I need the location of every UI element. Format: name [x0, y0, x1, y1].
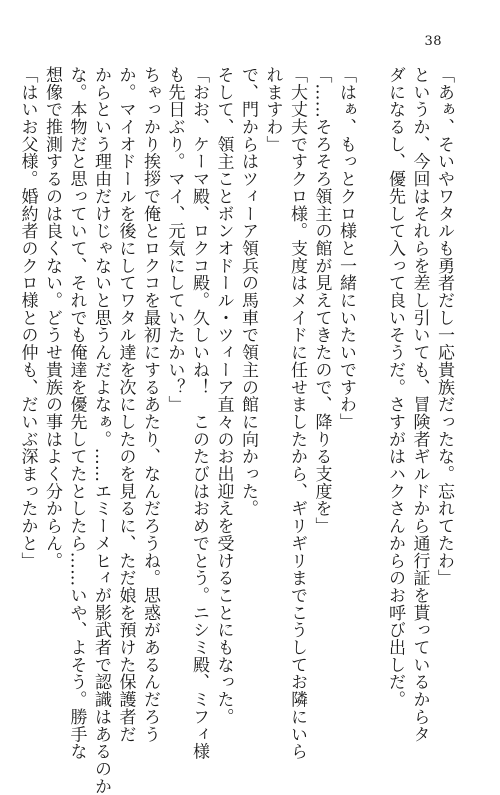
text-line: れますわ」: [262, 66, 283, 153]
text-line: そして、領主ことボンオドール・ツィーア直々のお出迎えを受けることにもなった。: [213, 66, 234, 726]
text-line: 「はいお父様。婚約者のクロ様との仲も、だいぶ深まったかと」: [17, 66, 38, 570]
text-line: 「おお、ケーマ殿、ロクコ殿。久しいね！ このたびはおめでとう。ニシミ殿、ミフィ様: [189, 66, 209, 760]
text-line: 「……そろそろ領主の館が見えてきたので、降りる支度を」: [311, 66, 332, 535]
text-line: というか、今回はそれらを差し引いても、冒険者ギルドから通行証を貰っているからタ: [409, 66, 430, 743]
text-line: ダになるし、優先して入って良いそうだ。さすがはハクさんからのお呼び出しだ。: [385, 66, 405, 708]
text-line: で、門からはツィーア領兵の馬車で領主の館に向かった。: [238, 66, 258, 518]
page-number: 38: [424, 34, 442, 49]
text-line: 「はぁ、もっとクロ様と一緒にいたいですわ」: [336, 66, 356, 431]
text-line: か。マイオドールを後にしてワタル達を次にしたのを見るに、ただ娘を預けた保護者だ: [115, 66, 136, 743]
text-line: [358, 66, 383, 666]
text-line: 「大丈夫ですクロ様。支度はメイドに任せましたから、ギリギリまでこうしてお隣にいら: [287, 66, 307, 760]
text-line: 想像で推測するのは良くない。どうせ貴族の事はよく分からん。: [42, 66, 62, 570]
vertical-body-text: [15, 66, 456, 795]
text-line: からという理由だけじゃないと思うんだよなぁ。……エミーメヒィが影武者で認識はあるのか: [91, 66, 111, 795]
text-line: も先日ぶり。マイ、元気にしていたかい？」: [164, 66, 185, 413]
text-line: な。本物だと思っていて、それでも俺達を優先してたとしたら……いや、よそう。勝手な: [66, 66, 87, 760]
text-line: 「あぁ、そいやワタルも勇者だし一応貴族だったな。忘れてたわ」: [434, 66, 454, 587]
text-line: ちゃっかり挨拶で俺とロクコを最初にするあたり、なんだろうね。思惑があるんだろう: [140, 66, 160, 743]
